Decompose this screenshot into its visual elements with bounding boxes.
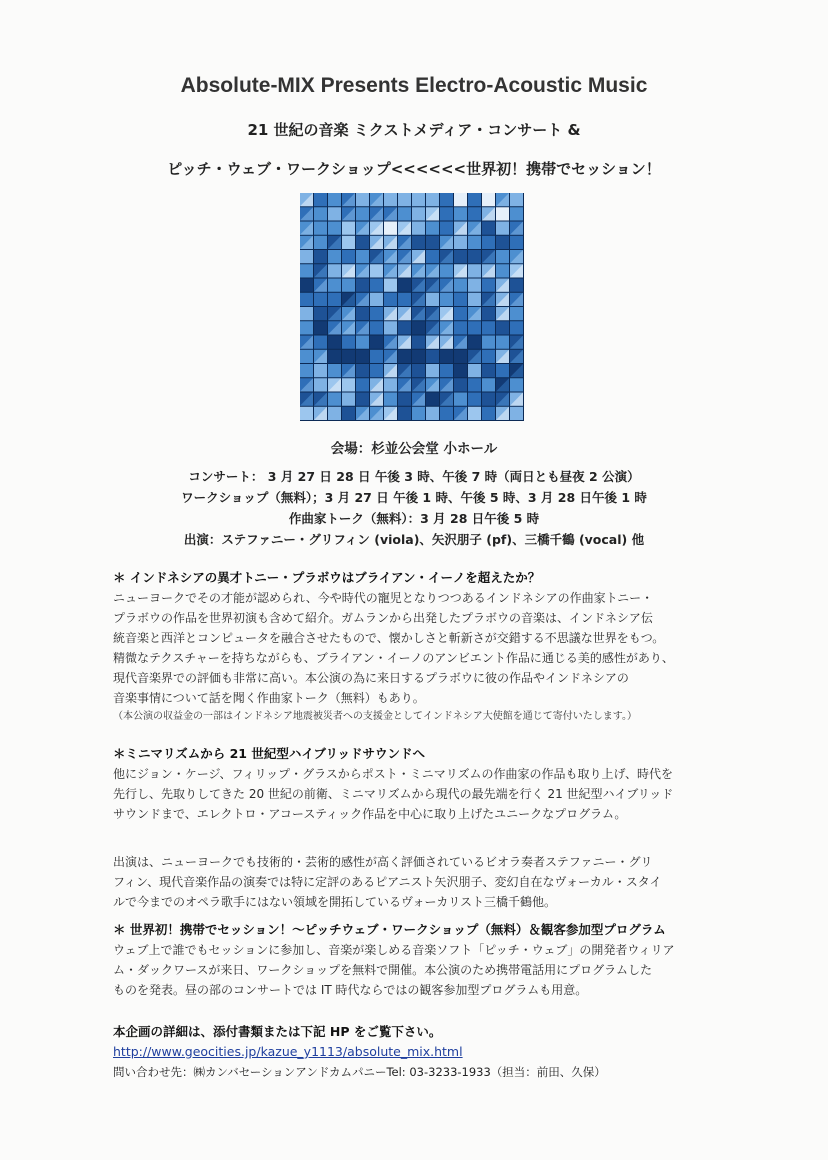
body-line: フィン、現代音楽作品の演奏では特に定評のあるピアニスト矢沢朋子、変幻自在なヴォーカル・スタイ <box>113 875 662 889</box>
artwork-tile <box>454 364 467 377</box>
artwork-tile <box>328 264 341 277</box>
performers-text: 出演：ステファニー・グリフィン (viola)、矢沢朋子 (pf)、三橋千鶴 (vocal) 他 <box>183 532 645 547</box>
artwork-tile <box>468 236 481 249</box>
artwork-tile <box>412 207 425 220</box>
artwork-tile <box>412 193 425 206</box>
artwork-tile <box>300 307 313 320</box>
artwork-tile <box>454 279 467 292</box>
artwork-tile <box>426 350 439 363</box>
artwork-tile <box>328 293 341 306</box>
artwork-tile <box>482 222 495 235</box>
title-japanese-line2: ピッチ・ウェブ・ワークショップ<<<<<<世界初！携帯でセッション！ <box>167 160 661 178</box>
artwork-tile <box>370 364 383 377</box>
artwork-tile <box>510 307 523 320</box>
artwork-tile <box>370 307 383 320</box>
workshop-schedule: ワークショップ（無料）；3 月 27 日 午後 1 時、午後 5 時、3 月 28 日午後 1 時 <box>181 490 647 505</box>
artwork-tile <box>370 336 383 349</box>
artwork-tile <box>454 378 467 391</box>
artwork-tile <box>384 293 397 306</box>
artwork-tile <box>300 364 313 377</box>
contact-info: 問い合わせ先：㈱カンバセーションアンドカムパニーTel: 03-3233-1933（担当：前田、久保） <box>113 1065 606 1079</box>
artwork-tile <box>468 378 481 391</box>
artwork-tile <box>356 250 369 263</box>
artwork-tile <box>314 207 327 220</box>
artwork-tile <box>482 321 495 334</box>
artwork-tile <box>482 193 495 206</box>
artwork-tile <box>412 407 425 420</box>
body-line: 他にジョン・ケージ、フィリップ・グラスからポスト・ミニマリズムの作曲家の作品も取り上げ、時代を <box>113 767 674 781</box>
artwork-tile <box>468 279 481 292</box>
artwork-tile <box>468 336 481 349</box>
artwork-tile <box>440 364 453 377</box>
artwork-tile <box>496 222 509 235</box>
artwork-tile <box>510 207 523 220</box>
artwork-tile <box>398 350 411 363</box>
artwork-tile <box>384 279 397 292</box>
artwork-tile <box>342 350 355 363</box>
artwork-tile <box>356 336 369 349</box>
artwork-tile <box>314 378 327 391</box>
artwork-tile <box>398 321 411 334</box>
artwork-tile <box>342 393 355 406</box>
talk-schedule: 作曲家トーク（無料）：3 月 28 日午後 5 時 <box>288 511 540 526</box>
artwork-tile <box>468 193 481 206</box>
body-line: 精微なテクスチャーを持ちながらも、ブライアン・イーノのアンビエント作品に通じる美的感性があり、 <box>113 651 674 665</box>
artwork-tile <box>412 350 425 363</box>
artwork-tile <box>342 378 355 391</box>
artwork-tile <box>440 293 453 306</box>
artwork-tile <box>468 250 481 263</box>
section-indonesia <box>113 568 723 726</box>
body-line: 統音楽と西洋とコンピュータを融合させたもので、懐かしさと斬新さが交錯する不思議な世界をもつ。 <box>113 631 665 645</box>
artwork-tile <box>426 236 439 249</box>
artwork-tile <box>454 307 467 320</box>
artwork-tile <box>356 279 369 292</box>
artwork-tile <box>328 350 341 363</box>
artwork-tile <box>454 293 467 306</box>
artwork-tile <box>496 250 509 263</box>
artwork-tile <box>482 336 495 349</box>
artwork-tile <box>370 293 383 306</box>
artwork-tile <box>328 407 341 420</box>
artwork-tile <box>314 293 327 306</box>
artwork-tile <box>412 336 425 349</box>
artwork-tile <box>300 264 313 277</box>
section-pitchweb <box>113 920 723 1000</box>
artwork-tile <box>510 378 523 391</box>
artwork-tile <box>482 393 495 406</box>
artwork-tile <box>398 207 411 220</box>
artwork-tile <box>426 364 439 377</box>
artwork-tile <box>398 393 411 406</box>
artwork-tile <box>454 250 467 263</box>
section-body <box>113 852 723 912</box>
artwork-tile <box>342 336 355 349</box>
artwork-tile <box>314 364 327 377</box>
artwork-tile <box>314 307 327 320</box>
artwork-tile <box>426 250 439 263</box>
artwork-tile <box>454 393 467 406</box>
footer <box>113 1022 723 1082</box>
body-line: 音楽事情について話を聞く作曲家トーク（無料）もあり。 <box>113 691 425 705</box>
artwork-tile <box>468 264 481 277</box>
artwork-tile <box>328 193 341 206</box>
artwork-tile <box>468 393 481 406</box>
artwork-tile <box>314 336 327 349</box>
artwork-tile <box>454 236 467 249</box>
artwork-tile <box>356 236 369 249</box>
section-body <box>113 764 723 824</box>
artwork-tile <box>300 350 313 363</box>
artwork-tile <box>510 321 523 334</box>
artwork-tile <box>314 222 327 235</box>
website-link[interactable]: http://www.geocities.jp/kazue_y1113/absolute_mix.html <box>113 1044 463 1059</box>
artwork-tile <box>328 222 341 235</box>
artwork-tile <box>314 236 327 249</box>
concert-schedule: コンサート： 3 月 27 日 28 日 午後 3 時、午後 7 時（両日とも昼夜 2 公演） <box>188 469 640 484</box>
section-minimalism <box>113 744 723 824</box>
artwork-tile <box>412 364 425 377</box>
artwork-tile <box>496 236 509 249</box>
body-line: サウンドまで、エレクトロ・アコースティック作品を中心に取り上げたユニークなプログラム。 <box>113 807 627 821</box>
artwork-tile <box>426 293 439 306</box>
body-line: プラボウの作品を世界初演も含めて紹介。ガムランから出発したプラボウの音楽は、インドネシア伝 <box>113 611 653 625</box>
section-heading: ＊ 世界初！携帯でセッション！～ピッチウェブ・ワークショップ（無料）＆観客参加型プログラム <box>113 922 666 937</box>
artwork-tile <box>496 336 509 349</box>
artwork-tile <box>342 407 355 420</box>
album-artwork-image <box>300 193 524 421</box>
artwork-tile <box>412 222 425 235</box>
artwork-tile <box>440 264 453 277</box>
artwork-tile <box>328 393 341 406</box>
artwork-tile <box>482 364 495 377</box>
artwork-tile <box>384 193 397 206</box>
artwork-tile <box>300 407 313 420</box>
artwork-tile <box>468 293 481 306</box>
artwork-tile <box>510 193 523 206</box>
artwork-tile <box>398 407 411 420</box>
artwork-tile <box>468 407 481 420</box>
artwork-tile <box>356 378 369 391</box>
body-line: ルで今までのオペラ歌手にはない領域を開拓しているヴォーカリスト三橋千鶴他。 <box>113 895 557 909</box>
artwork-tile <box>370 321 383 334</box>
artwork-tile <box>440 350 453 363</box>
artwork-tile <box>496 364 509 377</box>
artwork-tile <box>328 250 341 263</box>
artwork-tile <box>384 378 397 391</box>
artwork-tile <box>496 321 509 334</box>
artwork-tile <box>342 250 355 263</box>
artwork-tile <box>370 279 383 292</box>
artwork-tile <box>342 279 355 292</box>
section-body <box>113 940 723 1000</box>
artwork-tile <box>412 236 425 249</box>
artwork-tile <box>384 393 397 406</box>
artwork-tile <box>342 236 355 249</box>
artwork-tile <box>356 193 369 206</box>
body-line: ウェブ上で誰でもセッションに参加し、音楽が楽しめる音楽ソフト「ピッチ・ウェブ」の開発者ウィリア <box>113 943 675 957</box>
body-line: ものを発表。昼の部のコンサートでは IT 時代ならではの観客参加型プログラムも用意。 <box>113 983 588 997</box>
body-line: 先行し、先取りしてきた 20 世紀の前衛、ミニマリズムから現代の最先端を行く 21 世紀型ハイブリッド <box>113 787 674 801</box>
artwork-tile <box>398 293 411 306</box>
artwork-tile <box>440 193 453 206</box>
artwork-tile <box>300 293 313 306</box>
artwork-tile <box>356 207 369 220</box>
artwork-tile <box>496 207 509 220</box>
artwork-tile <box>370 264 383 277</box>
artwork-tile <box>426 393 439 406</box>
artwork-tile <box>426 407 439 420</box>
artwork-tile <box>328 279 341 292</box>
artwork-tile <box>440 407 453 420</box>
artwork-tile <box>468 207 481 220</box>
artwork-tile <box>482 279 495 292</box>
artwork-tile <box>454 321 467 334</box>
artwork-tile <box>328 207 341 220</box>
artwork-tile <box>328 364 341 377</box>
artwork-tile <box>510 407 523 420</box>
artwork-tile <box>510 236 523 249</box>
venue-text: 会場：杉並公会堂 小ホール <box>330 441 498 457</box>
body-line: ニューヨークでその才能が認められ、今や時代の寵児となりつつあるインドネシアの作曲家トニー・ <box>113 591 654 605</box>
artwork-tile <box>454 207 467 220</box>
artwork-tile <box>412 321 425 334</box>
artwork-tile <box>468 364 481 377</box>
artwork-tile <box>482 378 495 391</box>
artwork-tile <box>398 279 411 292</box>
donation-note: （本公演の収益金の一部はインドネシア地震被災者への支援金としてインドネシア大使館を通じて寄付いたします。） <box>113 711 637 722</box>
artwork-tile <box>328 336 341 349</box>
artwork-tile <box>454 350 467 363</box>
artwork-tile <box>496 264 509 277</box>
section-heading: ＊ インドネシアの異才トニー・プラボウはブライアン・イーノを超えたか？ <box>113 570 541 585</box>
section-heading: ＊ミニマリズムから 21 世紀型ハイブリッドサウンドへ <box>113 746 425 761</box>
artwork-tile <box>510 279 523 292</box>
artwork-tile <box>314 193 327 206</box>
artwork-tile <box>370 350 383 363</box>
artwork-tile <box>482 407 495 420</box>
artwork-tile <box>300 250 313 263</box>
section-body <box>113 588 723 708</box>
artwork-tile <box>356 350 369 363</box>
artwork-tile <box>426 222 439 235</box>
artwork-tile <box>482 307 495 320</box>
artwork-tile <box>314 250 327 263</box>
artwork-tile <box>356 364 369 377</box>
artwork-tile <box>356 307 369 320</box>
artwork-tile <box>384 321 397 334</box>
section-performers <box>113 852 723 912</box>
artwork-tile <box>440 207 453 220</box>
artwork-tile <box>482 350 495 363</box>
artwork-tile <box>300 279 313 292</box>
artwork-tile <box>342 222 355 235</box>
artwork-tile <box>398 193 411 206</box>
artwork-tile <box>482 236 495 249</box>
title-japanese-line1: 21 世紀の音楽 ミクストメディア・コンサート & <box>247 121 581 139</box>
artwork-tile <box>314 321 327 334</box>
body-line: ム・ダックワースが来日、ワークショップを無料で開催。本公演のため携帯電話用にプログラムした <box>113 963 653 977</box>
title-english: Absolute-MIX Presents Electro-Acoustic Music <box>180 74 648 97</box>
artwork-tile <box>468 321 481 334</box>
artwork-tile <box>300 321 313 334</box>
artwork-tile <box>440 222 453 235</box>
body-line: 現代音楽界での評価も非常に高い。本公演の為に来日するプラボウに彼の作品やインドネシアの <box>113 671 629 685</box>
body-line: 出演は、ニューヨークでも技術的・芸術的感性が高く評価されているビオラ奏者ステファニー・グリ <box>113 855 653 869</box>
artwork-tile <box>356 393 369 406</box>
artwork-tile <box>426 193 439 206</box>
details-note: 本企画の詳細は、添付書類または下記 HP をご覧下さい。 <box>113 1024 442 1039</box>
